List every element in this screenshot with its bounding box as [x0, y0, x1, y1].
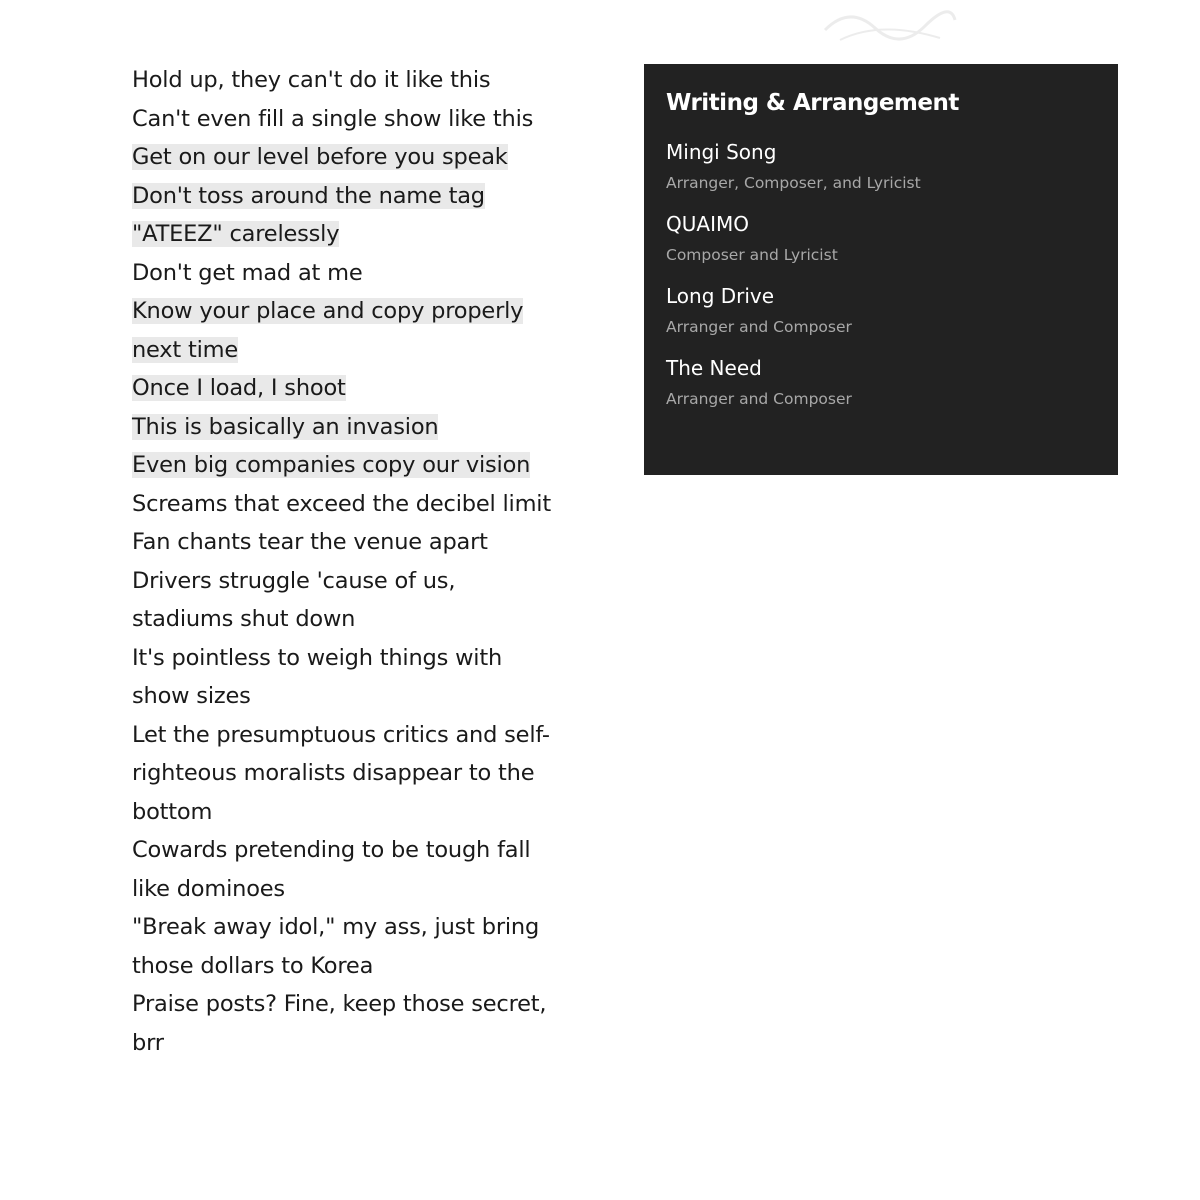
lyric-line[interactable] [132, 292, 552, 369]
lyric-line[interactable] [132, 369, 552, 408]
credits-panel [644, 64, 1118, 475]
lyric-text: Get on our level before you speak [132, 144, 508, 170]
lyric-text: Once I load, I shoot [132, 375, 346, 401]
lyric-line[interactable] [132, 639, 552, 716]
lyric-text: Praise posts? Fine, keep those secret, brr [132, 991, 547, 1056]
credit-name[interactable]: Long Drive [666, 284, 775, 308]
lyric-line[interactable] [132, 61, 552, 100]
lyric-line[interactable] [132, 523, 552, 562]
credit-role: Composer and Lyricist [666, 246, 838, 264]
lyric-line[interactable] [132, 985, 552, 1062]
credit-entry [666, 354, 1096, 412]
credit-name[interactable]: QUAIMO [666, 212, 749, 236]
credit-entry [666, 210, 1096, 268]
lyrics-block [132, 61, 552, 1062]
lyric-line[interactable] [132, 177, 552, 254]
lyric-text: Don't get mad at me [132, 259, 363, 286]
lyric-text: Hold up, they can't do it like this [132, 67, 491, 93]
lyric-line[interactable] [132, 408, 552, 447]
lyric-line[interactable] [132, 831, 552, 908]
lyric-line[interactable] [132, 716, 552, 832]
credit-name[interactable]: Mingi Song [666, 140, 777, 164]
lyric-line[interactable] [132, 100, 552, 139]
lyric-text: Cowards pretending to be tough fall like dominoes [132, 837, 531, 902]
credits-title: Writing & Arrangement [666, 90, 959, 116]
credit-role: Arranger, Composer, and Lyricist [666, 174, 921, 192]
credit-role: Arranger and Composer [666, 318, 852, 336]
credit-name[interactable]: The Need [666, 356, 762, 380]
lyric-text: Even big companies copy our vision [132, 452, 531, 478]
lyric-line[interactable] [132, 485, 552, 524]
lyric-text: Fan chants tear the venue apart [132, 529, 488, 555]
lyric-text: Know your place and copy properly next time [132, 298, 524, 363]
lyric-text: Don't toss around the name tag "ATEEZ" carelessly [132, 182, 485, 247]
lyric-text: Drivers struggle 'cause of us, stadiums shut down [132, 567, 456, 632]
lyric-text: It's pointless to weigh things with show sizes [132, 644, 503, 709]
credit-entry [666, 138, 1096, 196]
lyric-line[interactable] [132, 254, 552, 293]
lyric-text: Screams that exceed the decibel limit [132, 490, 551, 517]
lyric-text: This is basically an invasion [132, 413, 439, 440]
lyric-line[interactable] [132, 138, 552, 177]
lyric-text: "Break away idol," my ass, just bring those dollars to Korea [132, 914, 540, 979]
credit-role: Arranger and Composer [666, 390, 852, 408]
lyric-line[interactable] [132, 908, 552, 985]
lyric-line[interactable] [132, 562, 552, 639]
watermark-icon [820, 0, 960, 48]
credit-entry [666, 282, 1096, 340]
lyric-line[interactable] [132, 446, 552, 485]
lyric-text: Let the presumptuous critics and self-righteous moralists disappear to the bottom [132, 721, 550, 825]
lyric-text: Can't even fill a single show like this [132, 105, 534, 132]
